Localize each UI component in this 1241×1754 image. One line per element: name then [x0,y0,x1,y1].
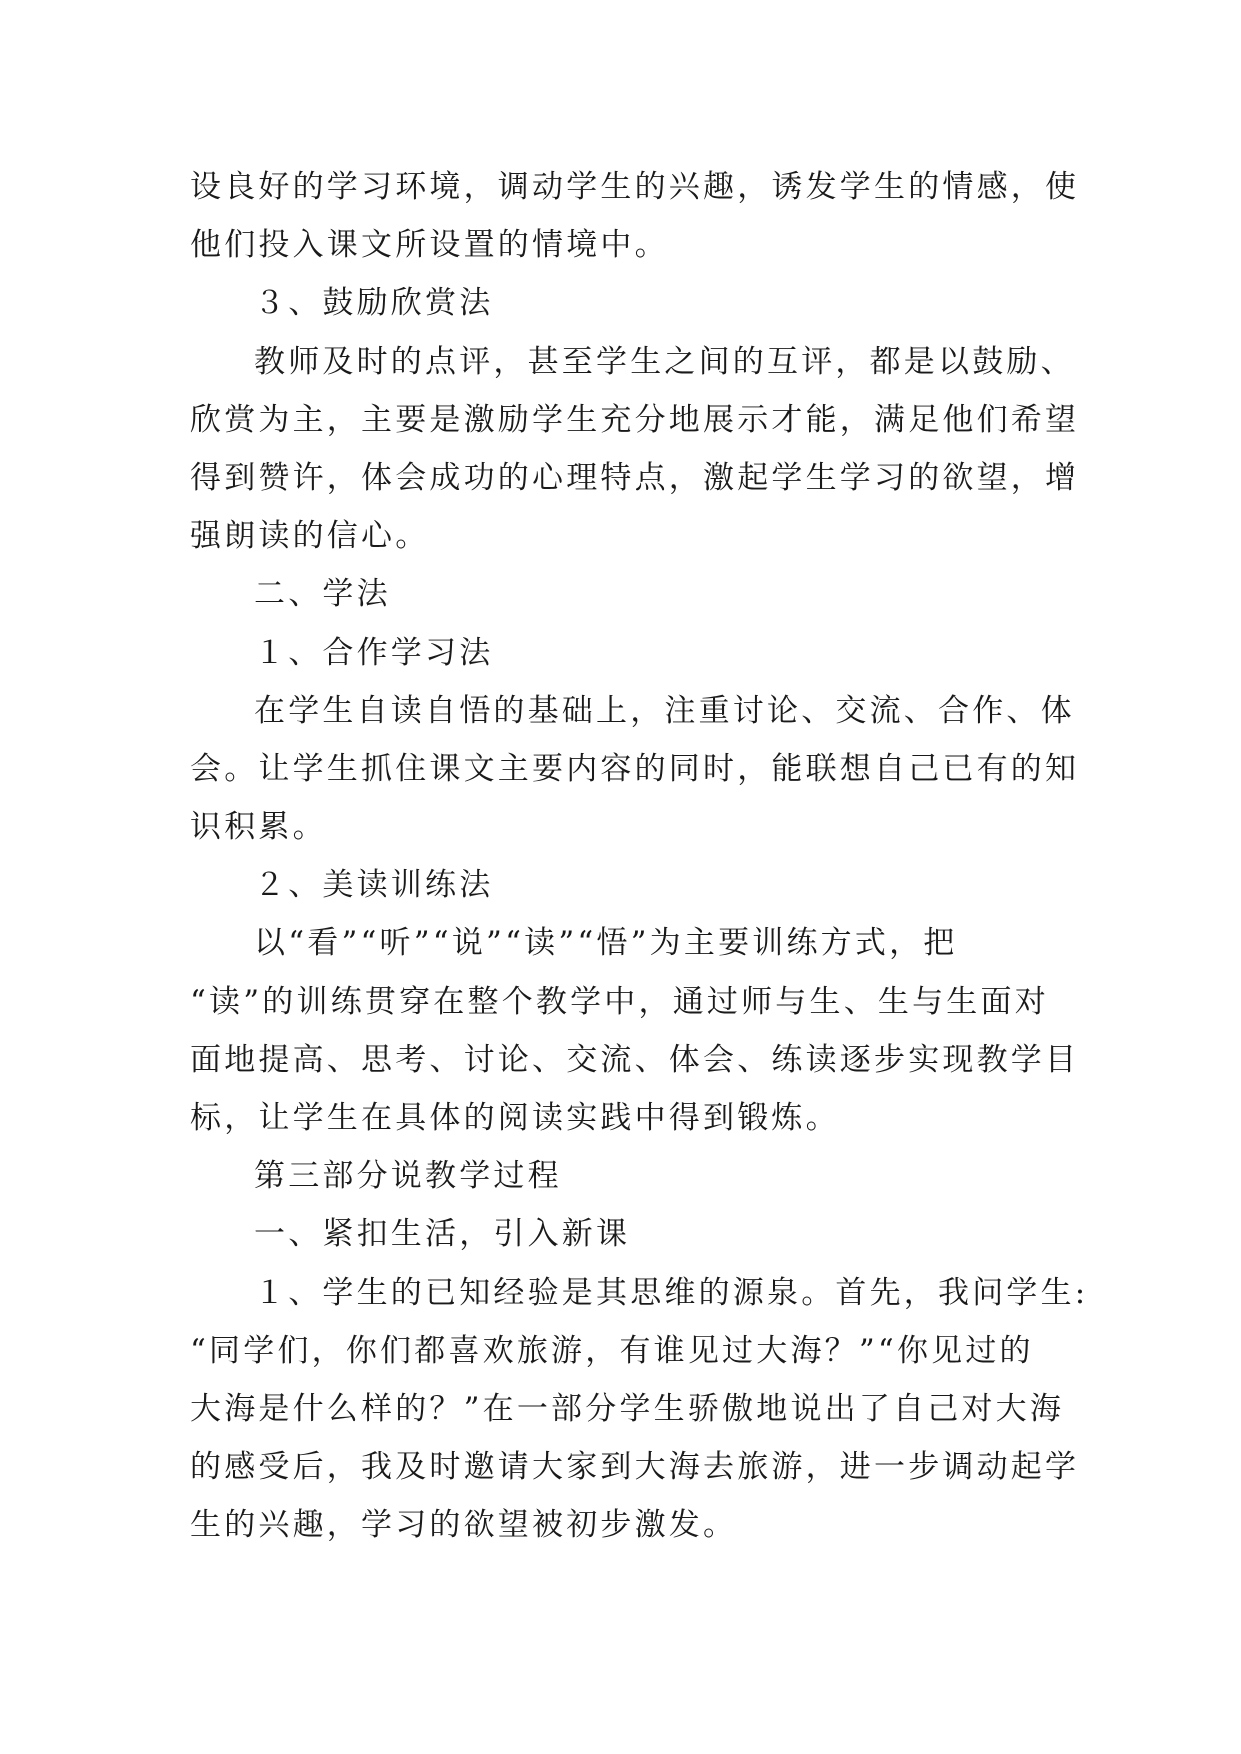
section-heading: ２、美读训练法 [254,867,494,904]
text-line: 会。让学生抓住课文主要内容的同时，能联想自己已有的知 [190,750,1080,787]
text-line: 的感受后，我及时邀请大家到大海去旅游，进一步调动起学 [190,1449,1080,1486]
section-heading: 二、学法 [254,576,391,613]
text-line: 以“看”“听”“说”“读”“悟”为主要训练方式，把 [254,925,958,962]
text-line: “读”的训练贯穿在整个教学中，通过师与生、生与生面对 [190,983,1049,1020]
text-line: 大海是什么样的？”在一部分学生骄傲地说出了自己对大海 [190,1390,1065,1427]
text-line: 他们投入课文所设置的情境中。 [190,227,669,264]
text-line: “同学们，你们都喜欢旅游，有谁见过大海？”“你见过的 [190,1332,1034,1369]
body-text [190,158,1089,1555]
text-line: 在学生自读自悟的基础上，注重讨论、交流、合作、体 [254,692,1075,729]
section-heading: １、合作学习法 [254,634,494,671]
text-line: 欣赏为主，主要是激励学生充分地展示才能，满足他们希望 [190,401,1080,438]
section-heading: ３、鼓励欣赏法 [254,285,494,322]
text-line: 强朗读的信心。 [190,518,430,555]
section-heading: 第三部分说教学过程 [254,1158,562,1195]
text-line: 标，让学生在具体的阅读实践中得到锻炼。 [190,1100,840,1136]
section-heading: 一、紧扣生活，引入新课 [254,1216,631,1253]
text-line: 面地提高、思考、讨论、交流、体会、练读逐步实现教学目 [190,1041,1080,1078]
text-line: １、学生的已知经验是其思维的源泉。首先，我问学生: [254,1274,1089,1311]
text-line: 识积累。 [190,809,327,846]
text-line: 设良好的学习环境，调动学生的兴趣，诱发学生的情感，使 [190,169,1080,205]
text-line: 教师及时的点评，甚至学生之间的互评，都是以鼓励、 [254,343,1075,380]
text-line: 得到赞许，体会成功的心理特点，激起学生学习的欲望，增 [190,459,1080,496]
text-line: 生的兴趣，学习的欲望被初步激发。 [190,1507,738,1544]
